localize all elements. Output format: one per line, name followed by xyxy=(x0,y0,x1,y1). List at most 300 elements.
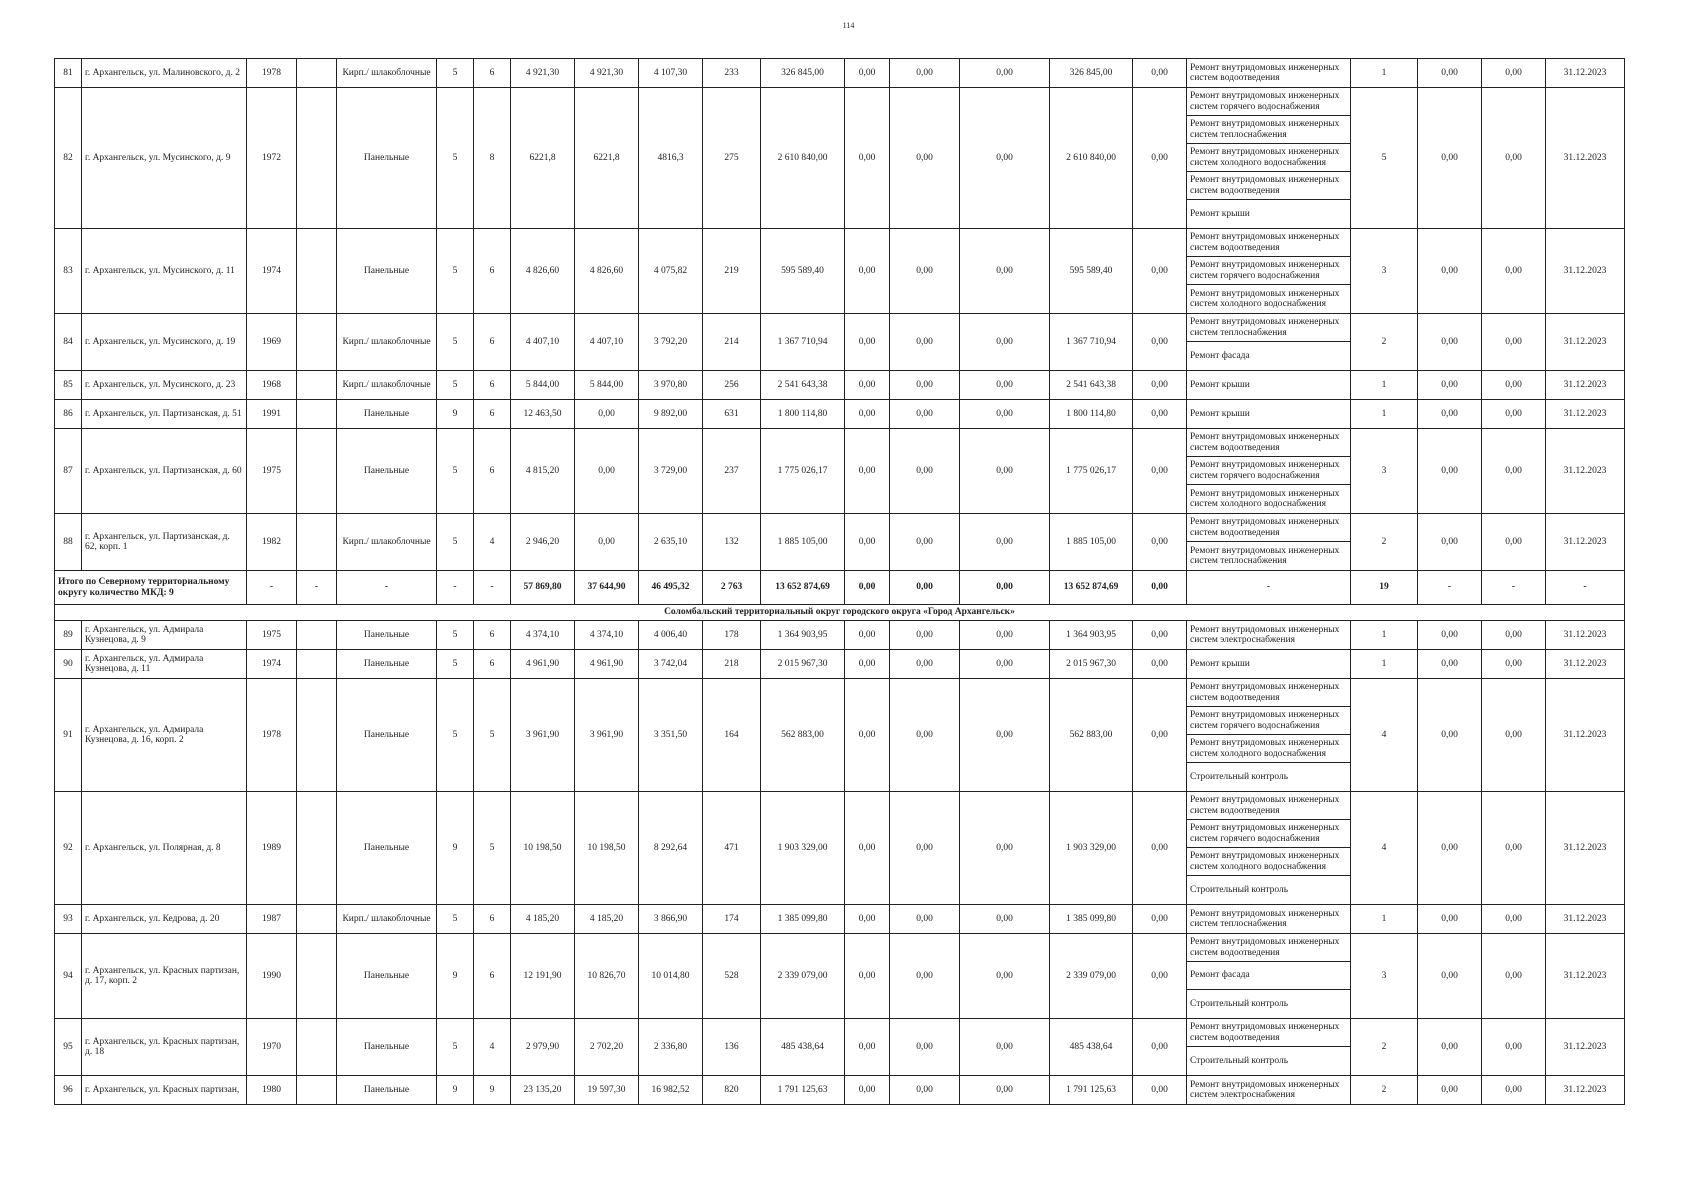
address-cell: г. Архангельск, ул. Красных партизан, xyxy=(82,1076,247,1105)
works-count-cell: 2 xyxy=(1351,1076,1418,1105)
works-count-cell: 2 xyxy=(1351,314,1418,371)
work-item: Ремонт внутридомовых инженерных систем водоотведения xyxy=(1187,934,1350,962)
works-cell xyxy=(1187,792,1351,905)
value-1-cell: 0,00 xyxy=(1418,314,1482,371)
entrances-cell: 5 xyxy=(474,792,511,905)
works-cell xyxy=(1187,514,1351,571)
value-2-cell: 0,00 xyxy=(1482,792,1546,905)
wall-material-cell: Панельные xyxy=(337,429,437,514)
work-item: Ремонт внутридомовых инженерных систем водоотведения xyxy=(1190,62,1340,83)
blank-cell xyxy=(297,621,337,650)
blank-cell xyxy=(297,429,337,514)
owners-funds-sum: 13 652 874,69 xyxy=(1050,571,1133,605)
value-2-cell: 0,00 xyxy=(1482,650,1546,679)
fund-3-cell: 0,00 xyxy=(960,371,1050,400)
district-header: Соломбальский территориальный округ городского округа «Город Архангельск» xyxy=(55,605,1625,621)
deadline-cell: 31.12.2023 xyxy=(1546,400,1625,429)
work-item: Ремонт внутридомовых инженерных систем теплоснабжения xyxy=(1190,545,1340,566)
wall-material-cell: Панельные xyxy=(337,1076,437,1105)
fund-3-cell: 0,00 xyxy=(960,679,1050,792)
works-count-sum: 19 xyxy=(1351,571,1418,605)
residents-cell: 132 xyxy=(703,514,761,571)
residents-cell: 275 xyxy=(703,88,761,229)
works-cell xyxy=(1187,1076,1351,1105)
fund-2-cell: 0,00 xyxy=(890,371,960,400)
table-row xyxy=(55,371,1625,400)
year-cell: 1974 xyxy=(247,229,297,314)
works-count-cell: 1 xyxy=(1351,400,1418,429)
fund-1-cell: 0,00 xyxy=(845,400,890,429)
work-item: Ремонт фасада xyxy=(1187,962,1350,990)
value-2-cell: 0,00 xyxy=(1482,1019,1546,1076)
cost-cell: 1 385 099,80 xyxy=(761,905,845,934)
wall-material-cell: Панельные xyxy=(337,229,437,314)
fund-1-cell: 0,00 xyxy=(845,679,890,792)
total-label: Итого по Северному территориальному округу количество МКД: 9 xyxy=(55,571,247,605)
total-area-cell: 6221,8 xyxy=(511,88,575,229)
area-a-cell: 5 844,00 xyxy=(575,371,639,400)
deadline-cell: 31.12.2023 xyxy=(1546,59,1625,88)
blank-cell xyxy=(297,514,337,571)
year-cell: 1982 xyxy=(247,514,297,571)
work-item: Ремонт внутридомовых инженерных систем электроснабжения xyxy=(1190,624,1340,645)
row-number: 87 xyxy=(55,429,82,514)
total-area-cell: 4 826,60 xyxy=(511,229,575,314)
area-a-cell: 0,00 xyxy=(575,429,639,514)
blank-cell xyxy=(297,650,337,679)
fund-3-cell: 0,00 xyxy=(960,59,1050,88)
row-number: 89 xyxy=(55,621,82,650)
floors-cell: 5 xyxy=(437,679,474,792)
fund-2-cell: 0,00 xyxy=(890,400,960,429)
other-funds-cell: 0,00 xyxy=(1133,314,1187,371)
owners-funds-cell: 1 385 099,80 xyxy=(1050,905,1133,934)
blank-cell xyxy=(297,88,337,229)
dash-cell: - xyxy=(1546,571,1625,605)
cost-cell: 595 589,40 xyxy=(761,229,845,314)
works-cell xyxy=(1187,934,1351,1019)
area-a-cell: 0,00 xyxy=(575,400,639,429)
dash-cell: - xyxy=(297,571,337,605)
blank-cell xyxy=(297,934,337,1019)
row-number: 81 xyxy=(55,59,82,88)
area-b-cell: 4 075,82 xyxy=(639,229,703,314)
year-cell: 1970 xyxy=(247,1019,297,1076)
year-cell: 1978 xyxy=(247,679,297,792)
total-area-cell: 10 198,50 xyxy=(511,792,575,905)
address-cell: г. Архангельск, ул. Красных партизан, д. 17, корп. 2 xyxy=(82,934,247,1019)
deadline-cell: 31.12.2023 xyxy=(1546,88,1625,229)
fund-1-cell: 0,00 xyxy=(845,59,890,88)
works-cell xyxy=(1187,229,1351,314)
area-b-cell: 4816,3 xyxy=(639,88,703,229)
other-funds-cell: 0,00 xyxy=(1133,934,1187,1019)
value-1-cell: 0,00 xyxy=(1418,400,1482,429)
total-area-sum: 57 869,80 xyxy=(511,571,575,605)
value-1-cell: 0,00 xyxy=(1418,1019,1482,1076)
value-2-cell: 0,00 xyxy=(1482,934,1546,1019)
wall-material-cell: Панельные xyxy=(337,621,437,650)
work-item: Ремонт внутридомовых инженерных систем горячего водоснабжения xyxy=(1187,707,1350,735)
address-cell: г. Архангельск, ул. Полярная, д. 8 xyxy=(82,792,247,905)
district-header-row xyxy=(55,605,1625,621)
value-1-cell: 0,00 xyxy=(1418,429,1482,514)
table-row xyxy=(55,429,1625,514)
value-1-cell: 0,00 xyxy=(1418,514,1482,571)
works-count-cell: 2 xyxy=(1351,1019,1418,1076)
deadline-cell: 31.12.2023 xyxy=(1546,679,1625,792)
other-funds-cell: 0,00 xyxy=(1133,792,1187,905)
value-2-cell: 0,00 xyxy=(1482,679,1546,792)
owners-funds-cell: 485 438,64 xyxy=(1050,1019,1133,1076)
dash-cell: - xyxy=(247,571,297,605)
works-cell xyxy=(1187,314,1351,371)
fund-3-sum: 0,00 xyxy=(960,571,1050,605)
year-cell: 1969 xyxy=(247,314,297,371)
floors-cell: 5 xyxy=(437,905,474,934)
value-1-cell: 0,00 xyxy=(1418,88,1482,229)
total-area-cell: 12 191,90 xyxy=(511,934,575,1019)
fund-3-cell: 0,00 xyxy=(960,514,1050,571)
entrances-cell: 6 xyxy=(474,934,511,1019)
fund-2-cell: 0,00 xyxy=(890,514,960,571)
area-a-cell: 0,00 xyxy=(575,514,639,571)
deadline-cell: 31.12.2023 xyxy=(1546,429,1625,514)
entrances-cell: 4 xyxy=(474,1019,511,1076)
floors-cell: 5 xyxy=(437,429,474,514)
total-area-cell: 4 921,30 xyxy=(511,59,575,88)
blank-cell xyxy=(297,371,337,400)
fund-3-cell: 0,00 xyxy=(960,1076,1050,1105)
total-area-cell: 3 961,90 xyxy=(511,679,575,792)
residents-cell: 528 xyxy=(703,934,761,1019)
works-count-cell: 1 xyxy=(1351,59,1418,88)
wall-material-cell: Кирп./ шлакоблочные xyxy=(337,905,437,934)
dash-cell: - xyxy=(337,571,437,605)
fund-3-cell: 0,00 xyxy=(960,934,1050,1019)
blank-cell xyxy=(297,59,337,88)
fund-1-sum: 0,00 xyxy=(845,571,890,605)
row-number: 90 xyxy=(55,650,82,679)
floors-cell: 5 xyxy=(437,229,474,314)
residents-cell: 164 xyxy=(703,679,761,792)
residents-cell: 136 xyxy=(703,1019,761,1076)
deadline-cell: 31.12.2023 xyxy=(1546,1019,1625,1076)
cost-cell: 326 845,00 xyxy=(761,59,845,88)
value-2-cell: 0,00 xyxy=(1482,314,1546,371)
dash-cell: - xyxy=(1418,571,1482,605)
blank-cell xyxy=(297,400,337,429)
fund-3-cell: 0,00 xyxy=(960,1019,1050,1076)
address-cell: г. Архангельск, ул. Кедрова, д. 20 xyxy=(82,905,247,934)
fund-3-cell: 0,00 xyxy=(960,792,1050,905)
fund-1-cell: 0,00 xyxy=(845,429,890,514)
value-1-cell: 0,00 xyxy=(1418,229,1482,314)
table-row xyxy=(55,934,1625,1019)
address-cell: г. Архангельск, ул. Адмирала Кузнецова, д. 16, корп. 2 xyxy=(82,679,247,792)
residents-cell: 219 xyxy=(703,229,761,314)
owners-funds-cell: 1 775 026,17 xyxy=(1050,429,1133,514)
value-1-cell: 0,00 xyxy=(1418,1076,1482,1105)
row-number: 88 xyxy=(55,514,82,571)
other-funds-cell: 0,00 xyxy=(1133,1076,1187,1105)
area-b-cell: 2 635,10 xyxy=(639,514,703,571)
work-item: Ремонт внутридомовых инженерных систем горячего водоснабжения xyxy=(1187,88,1350,116)
other-funds-cell: 0,00 xyxy=(1133,400,1187,429)
address-cell: г. Архангельск, ул. Малиновского, д. 2 xyxy=(82,59,247,88)
fund-1-cell: 0,00 xyxy=(845,1019,890,1076)
total-area-cell: 4 815,20 xyxy=(511,429,575,514)
floors-cell: 9 xyxy=(437,934,474,1019)
cost-cell: 2 015 967,30 xyxy=(761,650,845,679)
year-cell: 1990 xyxy=(247,934,297,1019)
owners-funds-cell: 326 845,00 xyxy=(1050,59,1133,88)
wall-material-cell: Панельные xyxy=(337,400,437,429)
floors-cell: 5 xyxy=(437,59,474,88)
work-item: Ремонт внутридомовых инженерных систем теплоснабжения xyxy=(1187,314,1350,342)
total-area-cell: 12 463,50 xyxy=(511,400,575,429)
table-row xyxy=(55,400,1625,429)
residents-sum: 2 763 xyxy=(703,571,761,605)
work-item: Ремонт внутридомовых инженерных систем холодного водоснабжения xyxy=(1187,848,1350,876)
area-b-cell: 9 892,00 xyxy=(639,400,703,429)
works-count-cell: 2 xyxy=(1351,514,1418,571)
row-number: 82 xyxy=(55,88,82,229)
residents-cell: 178 xyxy=(703,621,761,650)
works-cell xyxy=(1187,88,1351,229)
entrances-cell: 6 xyxy=(474,314,511,371)
work-item: Строительный контроль xyxy=(1190,998,1289,1009)
fund-3-cell: 0,00 xyxy=(960,429,1050,514)
residents-cell: 820 xyxy=(703,1076,761,1105)
table-row xyxy=(55,314,1625,371)
cost-cell: 2 339 079,00 xyxy=(761,934,845,1019)
area-a-cell: 4 921,30 xyxy=(575,59,639,88)
deadline-cell: 31.12.2023 xyxy=(1546,514,1625,571)
address-cell: г. Архангельск, ул. Партизанская, д. 60 xyxy=(82,429,247,514)
value-2-cell: 0,00 xyxy=(1482,88,1546,229)
works-cell xyxy=(1187,429,1351,514)
owners-funds-cell: 1 903 329,00 xyxy=(1050,792,1133,905)
fund-1-cell: 0,00 xyxy=(845,1076,890,1105)
value-2-cell: 0,00 xyxy=(1482,59,1546,88)
cost-cell: 1 367 710,94 xyxy=(761,314,845,371)
area-b-cell: 3 742,04 xyxy=(639,650,703,679)
blank-cell xyxy=(297,905,337,934)
other-funds-cell: 0,00 xyxy=(1133,88,1187,229)
floors-cell: 5 xyxy=(437,88,474,229)
fund-1-cell: 0,00 xyxy=(845,314,890,371)
year-cell: 1974 xyxy=(247,650,297,679)
address-cell: г. Архангельск, ул. Мусинского, д. 23 xyxy=(82,371,247,400)
other-funds-cell: 0,00 xyxy=(1133,371,1187,400)
area-b-cell: 4 006,40 xyxy=(639,621,703,650)
work-item: Ремонт внутридомовых инженерных систем электроснабжения xyxy=(1190,1079,1340,1100)
work-item: Ремонт внутридомовых инженерных систем водоотведения xyxy=(1187,229,1350,257)
deadline-cell: 31.12.2023 xyxy=(1546,650,1625,679)
work-item: Ремонт крыши xyxy=(1190,208,1250,219)
blank-cell xyxy=(297,1076,337,1105)
works-count-cell: 3 xyxy=(1351,429,1418,514)
area-a-sum: 37 644,90 xyxy=(575,571,639,605)
address-cell: г. Архангельск, ул. Мусинского, д. 9 xyxy=(82,88,247,229)
fund-3-cell: 0,00 xyxy=(960,650,1050,679)
area-a-cell: 2 702,20 xyxy=(575,1019,639,1076)
work-item: Ремонт внутридомовых инженерных систем водоотведения xyxy=(1187,429,1350,457)
value-2-cell: 0,00 xyxy=(1482,429,1546,514)
area-b-cell: 3 351,50 xyxy=(639,679,703,792)
fund-2-cell: 0,00 xyxy=(890,88,960,229)
entrances-cell: 6 xyxy=(474,229,511,314)
works-cell xyxy=(1187,650,1351,679)
owners-funds-cell: 2 015 967,30 xyxy=(1050,650,1133,679)
dash-cell: - xyxy=(437,571,474,605)
table-row xyxy=(55,229,1625,314)
address-cell: г. Архангельск, ул. Мусинского, д. 19 xyxy=(82,314,247,371)
owners-funds-cell: 2 610 840,00 xyxy=(1050,88,1133,229)
cost-cell: 1 364 903,95 xyxy=(761,621,845,650)
residents-cell: 256 xyxy=(703,371,761,400)
owners-funds-cell: 1 364 903,95 xyxy=(1050,621,1133,650)
other-funds-cell: 0,00 xyxy=(1133,229,1187,314)
wall-material-cell: Панельные xyxy=(337,88,437,229)
cost-cell: 1 800 114,80 xyxy=(761,400,845,429)
other-funds-sum: 0,00 xyxy=(1133,571,1187,605)
address-cell: г. Архангельск, ул. Мусинского, д. 11 xyxy=(82,229,247,314)
area-a-cell: 4 407,10 xyxy=(575,314,639,371)
area-a-cell: 10 198,50 xyxy=(575,792,639,905)
entrances-cell: 6 xyxy=(474,650,511,679)
work-item: Ремонт внутридомовых инженерных систем холодного водоснабжения xyxy=(1187,735,1350,763)
works-count-cell: 1 xyxy=(1351,650,1418,679)
value-2-cell: 0,00 xyxy=(1482,514,1546,571)
row-number: 94 xyxy=(55,934,82,1019)
floors-cell: 5 xyxy=(437,314,474,371)
dash-cell: - xyxy=(474,571,511,605)
value-2-cell: 0,00 xyxy=(1482,400,1546,429)
area-b-cell: 3 970,80 xyxy=(639,371,703,400)
area-b-cell: 10 014,80 xyxy=(639,934,703,1019)
year-cell: 1968 xyxy=(247,371,297,400)
cost-cell: 2 610 840,00 xyxy=(761,88,845,229)
owners-funds-cell: 1 800 114,80 xyxy=(1050,400,1133,429)
owners-funds-cell: 1 367 710,94 xyxy=(1050,314,1133,371)
work-item: Строительный контроль xyxy=(1190,771,1289,782)
fund-1-cell: 0,00 xyxy=(845,229,890,314)
cost-cell: 2 541 643,38 xyxy=(761,371,845,400)
residents-cell: 218 xyxy=(703,650,761,679)
floors-cell: 5 xyxy=(437,371,474,400)
dash-cell: - xyxy=(1187,571,1351,605)
work-item: Ремонт внутридомовых инженерных систем холодного водоснабжения xyxy=(1190,288,1340,309)
fund-2-cell: 0,00 xyxy=(890,1019,960,1076)
works-count-cell: 3 xyxy=(1351,229,1418,314)
value-2-cell: 0,00 xyxy=(1482,229,1546,314)
floors-cell: 9 xyxy=(437,1076,474,1105)
other-funds-cell: 0,00 xyxy=(1133,679,1187,792)
address-cell: г. Архангельск, ул. Красных партизан, д. 18 xyxy=(82,1019,247,1076)
fund-2-cell: 0,00 xyxy=(890,905,960,934)
value-1-cell: 0,00 xyxy=(1418,679,1482,792)
cost-cell: 1 775 026,17 xyxy=(761,429,845,514)
entrances-cell: 6 xyxy=(474,905,511,934)
total-area-cell: 2 979,90 xyxy=(511,1019,575,1076)
table-row xyxy=(55,514,1625,571)
floors-cell: 9 xyxy=(437,400,474,429)
fund-1-cell: 0,00 xyxy=(845,621,890,650)
work-item: Ремонт фасада xyxy=(1190,350,1250,361)
cost-cell: 485 438,64 xyxy=(761,1019,845,1076)
works-count-cell: 3 xyxy=(1351,934,1418,1019)
fund-1-cell: 0,00 xyxy=(845,934,890,1019)
area-b-cell: 4 107,30 xyxy=(639,59,703,88)
other-funds-cell: 0,00 xyxy=(1133,1019,1187,1076)
other-funds-cell: 0,00 xyxy=(1133,621,1187,650)
fund-2-cell: 0,00 xyxy=(890,1076,960,1105)
fund-3-cell: 0,00 xyxy=(960,229,1050,314)
work-item: Ремонт внутридомовых инженерных систем водоотведения xyxy=(1187,679,1350,707)
deadline-cell: 31.12.2023 xyxy=(1546,792,1625,905)
entrances-cell: 6 xyxy=(474,621,511,650)
table-row xyxy=(55,679,1625,792)
other-funds-cell: 0,00 xyxy=(1133,514,1187,571)
wall-material-cell: Панельные xyxy=(337,1019,437,1076)
fund-2-cell: 0,00 xyxy=(890,229,960,314)
deadline-cell: 31.12.2023 xyxy=(1546,314,1625,371)
owners-funds-cell: 1 791 125,63 xyxy=(1050,1076,1133,1105)
fund-3-cell: 0,00 xyxy=(960,314,1050,371)
work-item: Ремонт внутридомовых инженерных систем горячего водоснабжения xyxy=(1187,820,1350,848)
address-cell: г. Архангельск, ул. Адмирала Кузнецова, д. 9 xyxy=(82,621,247,650)
fund-1-cell: 0,00 xyxy=(845,88,890,229)
value-2-cell: 0,00 xyxy=(1482,371,1546,400)
total-area-cell: 4 185,20 xyxy=(511,905,575,934)
total-area-cell: 2 946,20 xyxy=(511,514,575,571)
fund-2-cell: 0,00 xyxy=(890,650,960,679)
fund-1-cell: 0,00 xyxy=(845,905,890,934)
works-count-cell: 1 xyxy=(1351,905,1418,934)
residents-cell: 631 xyxy=(703,400,761,429)
entrances-cell: 6 xyxy=(474,429,511,514)
table-row xyxy=(55,650,1625,679)
table-row xyxy=(55,88,1625,229)
owners-funds-cell: 595 589,40 xyxy=(1050,229,1133,314)
row-number: 85 xyxy=(55,371,82,400)
row-number: 83 xyxy=(55,229,82,314)
deadline-cell: 31.12.2023 xyxy=(1546,934,1625,1019)
other-funds-cell: 0,00 xyxy=(1133,650,1187,679)
area-a-cell: 10 826,70 xyxy=(575,934,639,1019)
table-row xyxy=(55,792,1625,905)
fund-2-cell: 0,00 xyxy=(890,429,960,514)
fund-2-cell: 0,00 xyxy=(890,59,960,88)
floors-cell: 5 xyxy=(437,650,474,679)
fund-3-cell: 0,00 xyxy=(960,905,1050,934)
wall-material-cell: Панельные xyxy=(337,650,437,679)
other-funds-cell: 0,00 xyxy=(1133,59,1187,88)
fund-3-cell: 0,00 xyxy=(960,88,1050,229)
residents-cell: 174 xyxy=(703,905,761,934)
wall-material-cell: Панельные xyxy=(337,792,437,905)
work-item: Строительный контроль xyxy=(1190,884,1289,895)
value-1-cell: 0,00 xyxy=(1418,621,1482,650)
area-a-cell: 4 374,10 xyxy=(575,621,639,650)
value-2-cell: 0,00 xyxy=(1482,905,1546,934)
value-2-cell: 0,00 xyxy=(1482,621,1546,650)
table-row xyxy=(55,1076,1625,1105)
works-cell xyxy=(1187,905,1351,934)
fund-2-cell: 0,00 xyxy=(890,934,960,1019)
